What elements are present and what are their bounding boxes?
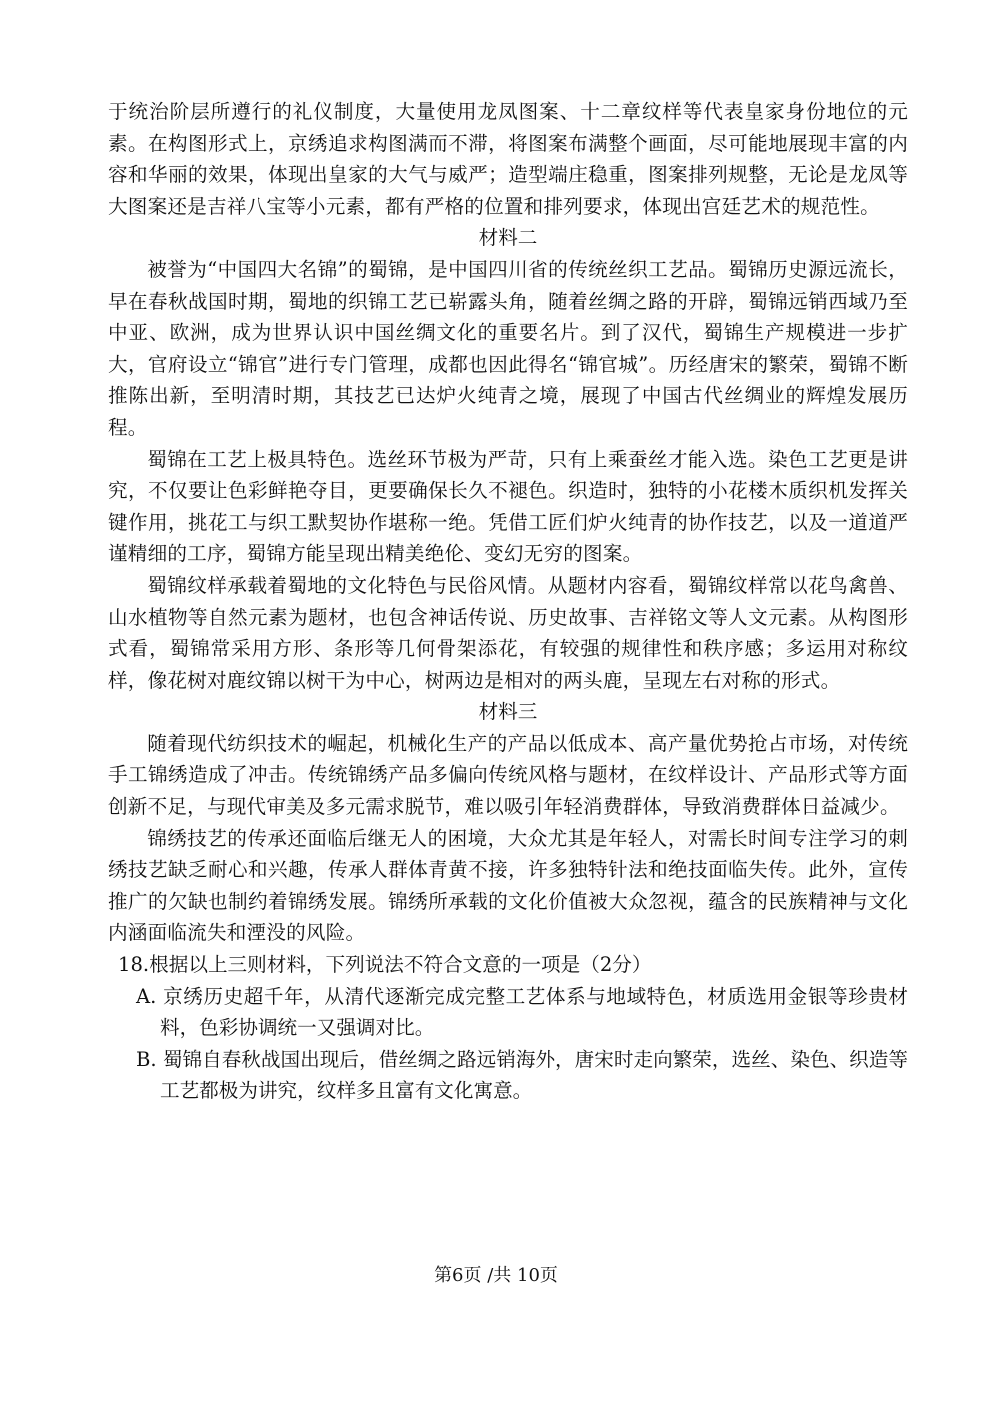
material-two-heading: 材料二 bbox=[478, 226, 538, 250]
material-three-paragraph-1: 随着现代纺织技术的崛起，机械化生产的产品以低成本、高产量优势抢占市场，对传统手工锦绣造成了冲击。传统锦绣产品多偏向传统风格与题材，在纹样设计、产品形式等方面创新不足，与现代审美及多元需求脱节，难以吸引年轻消费群体，导致消费群体日益减少。 bbox=[108, 731, 908, 819]
material-one-continued-paragraph: 于统治阶层所遵行的礼仪制度，大量使用龙凤图案、十二章纹样等代表皇家身份地位的元素。在构图形式上，京绣追求构图满而不滞，将图案布满整个画面，尽可能地展现丰富的内容和华丽的效果，体现出皇家的大气与威严；造型端庄稳重，图案排列规整，无论是龙凤等大图案还是吉祥八宝等小元素，都有严格的位置和排列要求，体现出宫廷艺术的规范性。 bbox=[108, 100, 908, 218]
material-three-heading: 材料三 bbox=[478, 700, 538, 724]
material-two-paragraph-2: 蜀锦在工艺上极具特色。选丝环节极为严苛，只有上乘蚕丝才能入选。染色工艺更是讲究，不仅要让色彩鲜艳夺目，更要确保长久不褪色。织造时，独特的小花楼木质织机发挥关键作用，挑花工与织工默契协作堪称一绝。凭借工匠们炉火纯青的协作技艺，以及一道道严谨精细的工序，蜀锦方能呈现出精美绝伦、变幻无穷的图案。 bbox=[108, 447, 908, 566]
option-a bbox=[136, 981, 908, 1044]
exam-page-content bbox=[108, 96, 908, 1107]
material-two-paragraph-3: 蜀锦纹样承载着蜀地的文化特色与民俗风情。从题材内容看，蜀锦纹样常以花鸟禽兽、山水植物等自然元素为题材，也包含神话传说、历史故事、吉祥铭文等人文元素。从构图形式看，蜀锦常采用方形、条形等几何骨架添花，有较强的规律性和秩序感；多运用对称纹样，像花树对鹿纹锦以树干为中心，树两边是相对的两头鹿，呈现左右对称的形式。 bbox=[108, 573, 908, 692]
question-number: 18. bbox=[118, 953, 150, 977]
question-stem: 根据以上三则材料，下列说法不符合文意的一项是（2分） bbox=[149, 953, 652, 977]
question-18 bbox=[108, 949, 908, 981]
page-number-footer: 第6页 /共 10页 bbox=[434, 1265, 558, 1286]
option-b bbox=[136, 1044, 908, 1107]
option-a-text: A. 京绣历史超千年，从清代逐渐完成完整工艺体系与地域特色，材质选用金银等珍贵材料，色彩协调统一又强调对比。 bbox=[136, 984, 908, 1040]
option-b-text: B. 蜀锦自春秋战国出现后，借丝绸之路远销海外，唐宋时走向繁荣，选丝、染色、织造等工艺都极为讲究，纹样多且富有文化寓意。 bbox=[136, 1047, 908, 1103]
material-three-paragraph-2: 锦绣技艺的传承还面临后继无人的困境，大众尤其是年轻人，对需长时间专注学习的刺绣技艺缺乏耐心和兴趣，传承人群体青黄不接，许多独特针法和绝技面临失传。此外，宣传推广的欠缺也制约着锦绣发展。锦绣所承载的文化价值被大众忽视，蕴含的民族精神与文化内涵面临流失和湮没的风险。 bbox=[108, 826, 908, 945]
material-two-paragraph-1: 被誉为“中国四大名锦”的蜀锦，是中国四川省的传统丝织工艺品。蜀锦历史源远流长，早在春秋战国时期，蜀地的织锦工艺已崭露头角，随着丝绸之路的开辟，蜀锦远销西域乃至中亚、欧洲，成为世界认识中国丝绸文化的重要名片。到了汉代，蜀锦生产规模进一步扩大，官府设立“锦官”进行专门管理，成都也因此得名“锦官城”。历经唐宋的繁荣，蜀锦不断推陈出新，至明清时期，其技艺已达炉火纯青之境，展现了中国古代丝绸业的辉煌发展历程。 bbox=[108, 257, 908, 439]
